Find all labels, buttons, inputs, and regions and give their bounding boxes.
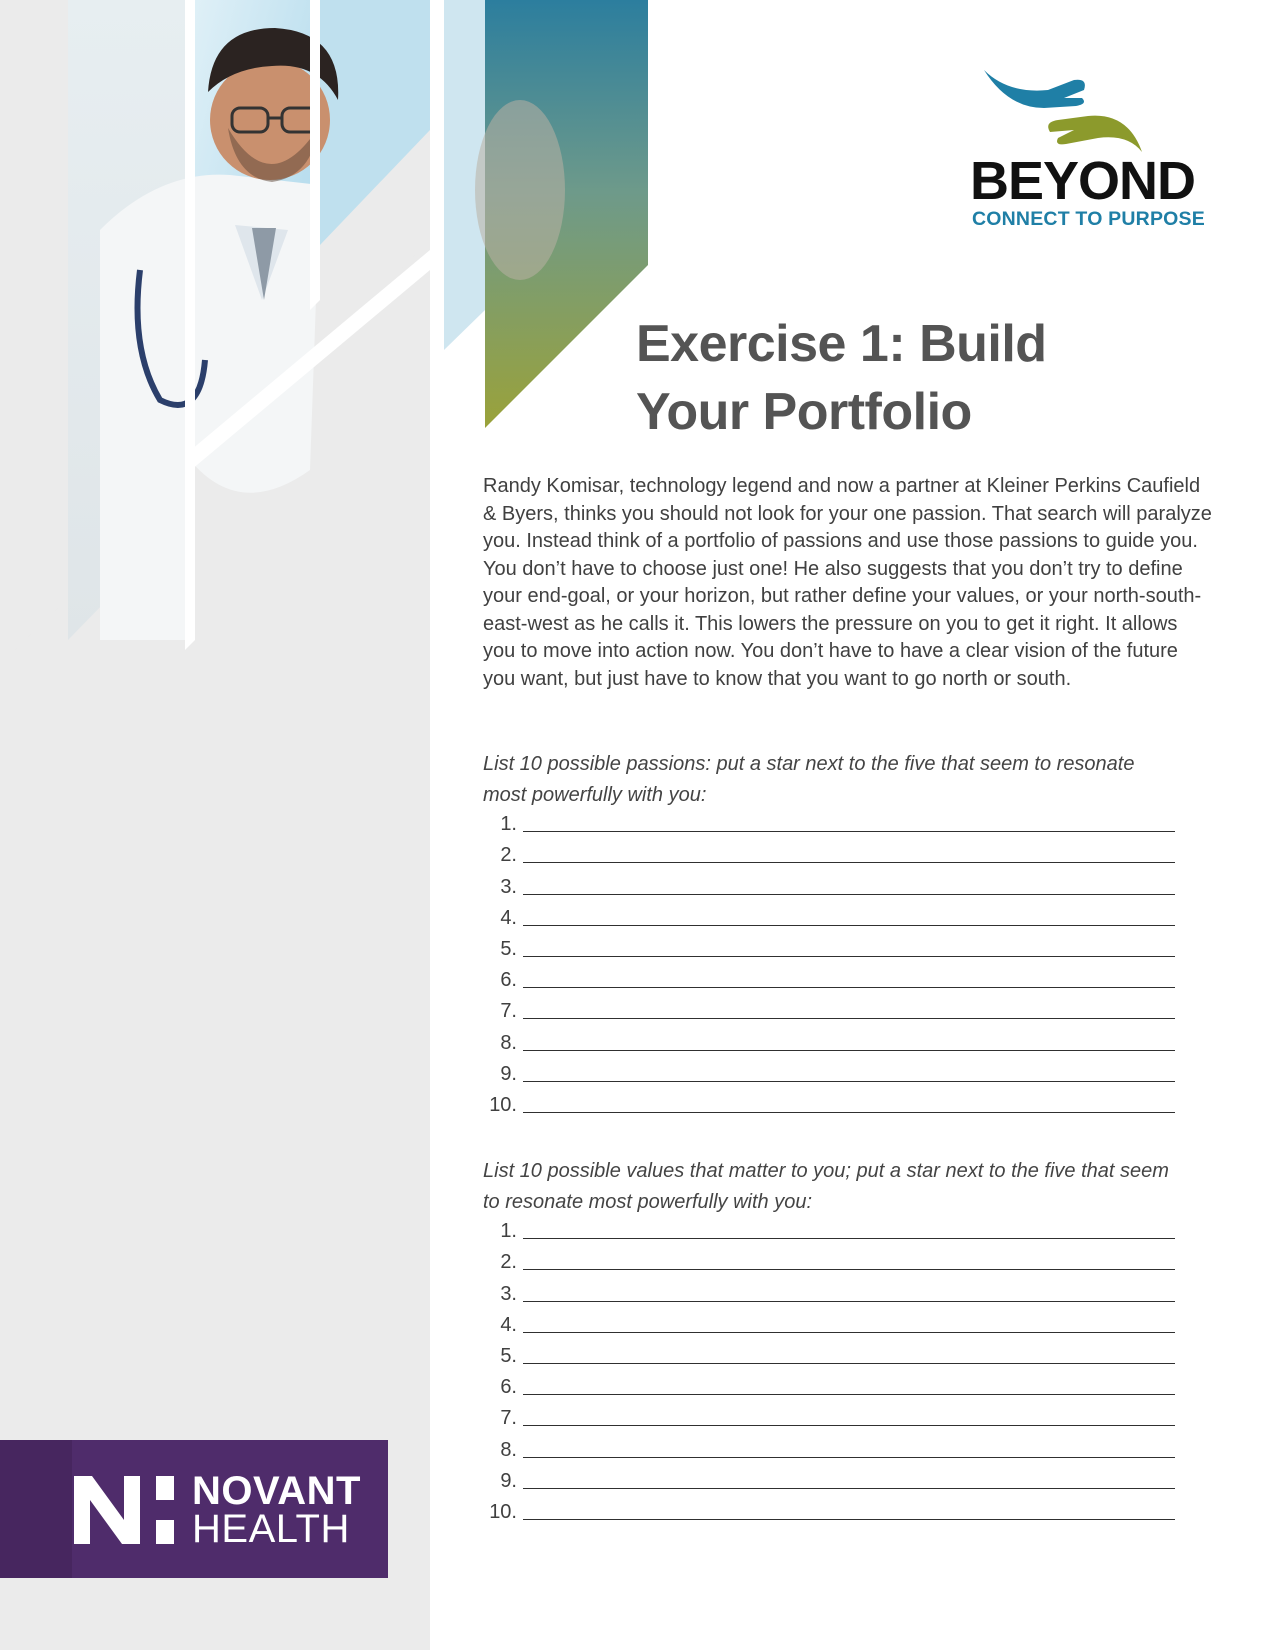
health-wordmark: HEALTH [192,1507,350,1551]
beyond-logo [970,68,1210,238]
list-item: 3. [483,1274,1175,1305]
title-line: Exercise 1: Build [636,315,1047,373]
list-item: 10. [483,1493,1175,1524]
blank-line[interactable] [523,987,1175,988]
list-item: 3. [483,867,1175,898]
list-item: 9. [483,1055,1175,1086]
blank-line[interactable] [523,1112,1175,1113]
blank-line[interactable] [523,1018,1175,1019]
blank-line[interactable] [523,894,1175,895]
list-item: 2. [483,836,1175,867]
blank-line[interactable] [523,1457,1175,1458]
blank-line[interactable] [523,956,1175,957]
passions-list [483,805,1175,1117]
list-item: 1. [483,1212,1175,1243]
list-item: 10. [483,1086,1175,1117]
blank-line[interactable] [523,1238,1175,1239]
blank-line[interactable] [523,862,1175,863]
blank-line[interactable] [523,1394,1175,1395]
intro-paragraph: Randy Komisar, technology legend and now a partner at Kleiner Perkins Caufield & Byers, thinks you should not look for your one passion. That search will paralyze you. Instead think of a portfolio of passions and use those passions to guide you. You don’t have to choose just one! He also suggests that you don’t try to define your end-goal, or your horizon, but rather define your values, or your north-south-east-west as he calls it. This lowers the pressure on you to get it right. It allows you to move into action now. You don’t have to have a clear vision of the future you want, but just have to know that you want to go north or south. [483,475,1212,690]
list-item: 7. [483,992,1175,1023]
list-item: 7. [483,1399,1175,1430]
novant-health-logo [0,1440,388,1578]
passions-prompt: List 10 possible passions: put a star next to the five that seem to resonate most powerfully with you: [483,753,1135,806]
blank-line[interactable] [523,831,1175,832]
hands-icon [978,68,1148,154]
list-item: 5. [483,1337,1175,1368]
logo-band [0,1440,72,1578]
list-item: 8. [483,1023,1175,1054]
list-item: 9. [483,1462,1175,1493]
beyond-tagline: CONNECT TO PURPOSE [972,208,1205,230]
values-list [483,1212,1175,1524]
list-item: 5. [483,930,1175,961]
list-item: 4. [483,899,1175,930]
novant-wordmark: NOVANT [192,1469,361,1513]
blank-line[interactable] [523,1425,1175,1426]
list-item: 6. [483,1368,1175,1399]
list-item: 8. [483,1430,1175,1461]
blank-line[interactable] [523,1363,1175,1364]
blank-line[interactable] [523,925,1175,926]
novant-mark-icon [74,1476,178,1544]
list-item: 1. [483,805,1175,836]
page-title [636,310,1196,446]
values-prompt: List 10 possible values that matter to you; put a star next to the five that seem to resonate most powerfully with you: [483,1160,1169,1213]
blank-line[interactable] [523,1488,1175,1489]
title-line: Your Portfolio [636,383,972,441]
blank-line[interactable] [523,1050,1175,1051]
list-item: 6. [483,961,1175,992]
list-item: 4. [483,1306,1175,1337]
blank-line[interactable] [523,1301,1175,1302]
blank-line[interactable] [523,1519,1175,1520]
blank-line[interactable] [523,1081,1175,1082]
blank-line[interactable] [523,1332,1175,1333]
beyond-wordmark: BEYOND [970,151,1196,211]
blank-line[interactable] [523,1269,1175,1270]
list-item: 2. [483,1243,1175,1274]
